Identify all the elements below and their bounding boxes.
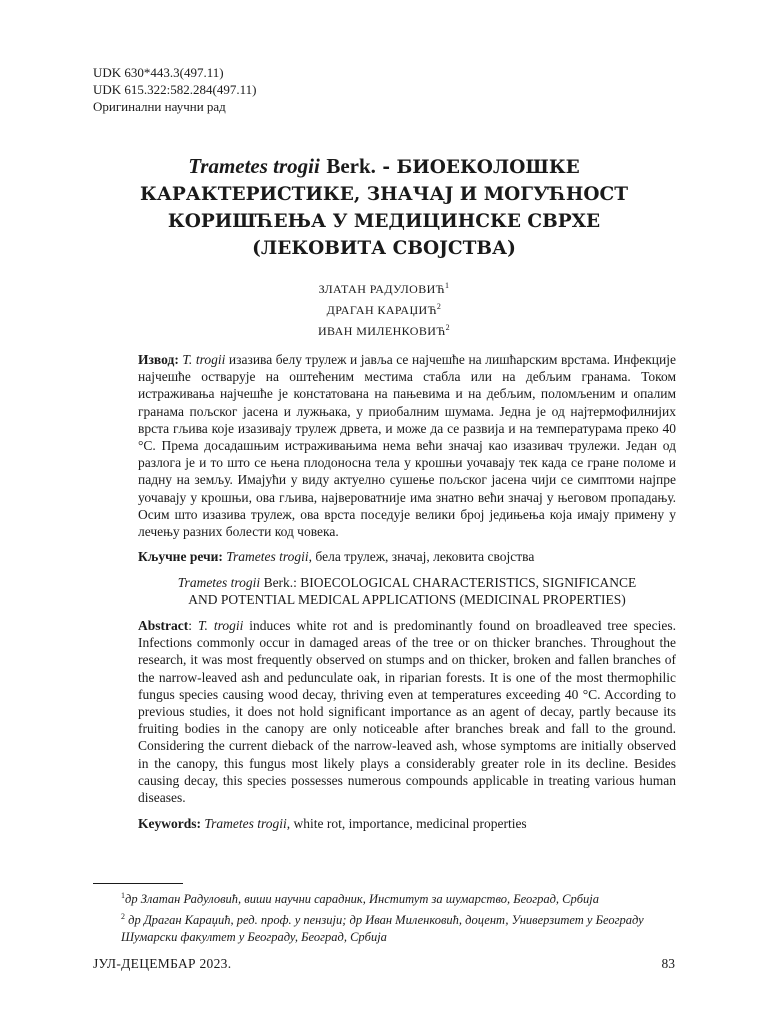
english-title-line-1: Trametes trogii Berk.: BIOECOLOGICAL CHARACTERISTICS, SIGNIFICANCE — [177, 575, 637, 590]
udk-code-1: UDK 630*443.3(497.11) — [93, 65, 224, 80]
paper-title — [100, 153, 668, 262]
abstract-english-label: Abstract — [138, 618, 189, 633]
abstract-serbian — [138, 351, 676, 540]
footnote-2: $^2$ др Драган Караџић, ред. проф. у пензији; др Иван Миленковић, доцент, Универзитет у Београду Шумарски факултет у Београду, Београд, Србија — [121, 912, 644, 945]
title-species: Trametes trogii — [188, 154, 320, 178]
author: ДРАГАН КАРАЏИЋ$^2$ — [326, 302, 442, 317]
author: ЗЛАТАН РАДУЛОВИЋ$^1$ — [318, 281, 450, 296]
title-line-3: КОРИШЋЕЊА У МЕДИЦИНСКЕ СВРХЕ — [167, 211, 601, 232]
title-line-2: КАРАКТЕРИСТИКЕ, ЗНАЧАЈ И МОГУЋНОСТ — [140, 184, 628, 205]
title-line-4: (ЛЕКОВИТА СВОЈСТВА) — [252, 238, 516, 259]
page-number: 83 — [661, 956, 675, 971]
abstract-serbian-label: Извод: — [138, 352, 179, 367]
keywords-serbian-species: Trametes trogii — [226, 549, 309, 564]
footnotes — [93, 887, 678, 946]
abstract-serbian-species: T. trogii — [182, 352, 226, 367]
keywords-english-rest: , white rot, importance, medicinal properties — [286, 816, 527, 831]
keywords-english-species: Trametes trogii — [204, 816, 287, 831]
keywords-serbian-rest: , бела трулеж, значај, лековита својства — [308, 549, 535, 564]
author-list — [200, 277, 568, 340]
english-title-line-2: AND POTENTIAL MEDICAL APPLICATIONS (MEDICINAL PROPERTIES) — [188, 592, 626, 607]
keywords-serbian-label: Кључне речи: — [138, 549, 223, 564]
issue-date: ЈУЛ-ДЕЦЕМБАР 2023. — [93, 956, 232, 971]
title-line-1-rest: - БИОЕКОЛОШКЕ — [375, 157, 580, 178]
footnote-1: $^1$др Златан Радуловић, виши научни сарадник, Институт за шумарство, Београд, Србија — [121, 891, 600, 907]
title-authority: Berk. — [326, 154, 376, 178]
abstract-english-text: induces white rot and is predominantly found on broadleaved tree species. Infections commonly occur in damaged areas of the tree or on thicker branches. Throughout the research, it was most frequently observed on stumps and on thicker, broken and fallen branches of the narrow-leaved ash and pedunculate oak, in riparian forests. It is one of the most thermophilic fungus species causing wood decay, thriving even at temperatures exceeding 40 °C. According to previous studies, it does not hold significant importance as an agent of decay, partly because its fruiting bodies in the canopy are only noticeable after branches break and fall to the ground. Considering the current dieback of the narrow-leaved ash, whose symptoms are initially observed in the canopy, this fungus most likely plays a considerably greater role in its decline. Besides causing decay, this species possesses numerous compounds applicable in treating various human diseases. — [138, 618, 676, 806]
title-line-1 — [100, 153, 668, 181]
abstract-english-species: T. trogii — [197, 618, 244, 633]
paper-type: Оригинални научни рад — [93, 99, 226, 114]
author: ИВАН МИЛЕНКОВИЋ$^2$ — [317, 323, 451, 338]
keywords-english-label: Keywords: — [138, 816, 201, 831]
keywords-english — [138, 815, 676, 832]
abstract-serbian-text: изазива белу трулеж и јавља се најчешће на лишћарским врстама. Инфекције најчешће остварује на оштећеним местима стабла или на дебљим гранама. Током истраживања најчешће је констатована на пањевима и на дебљим, поломљеним и опалим гранама пољског јасена и лужњака, у приобалним шумама. Једна је од најтермофилнијих врста гљива које изазивају трулеж дрвета, и може да се развија и на температурама преко 40 °C. Према досадашњим истраживањима нема већи значај као изазивач трулежи. Један од разлога је и то што се њена плодоносна тела у крошњи уочавају тек када се гране поломе и падну на земљу. Имајући у виду актуелно сушење пољског јасена чији се симптоми најпре уочавају у крошњи, ова гљива, највероватније има знатно већи значај у његовом пропадању. Осим што изазива трулеж, ова врста поседује велики број једињења која имају примену у лечењу разних болести код човека. — [138, 352, 677, 540]
udk-block — [93, 64, 256, 115]
english-title — [138, 574, 676, 608]
keywords-serbian — [138, 548, 676, 565]
abstract-english: Abstract: T. trogii induces white rot and is predominantly found on broadleaved tree species. Infections commonly occur in damaged areas of the tree or on thicker branches. Throughout the research, it was most frequently observed on stumps and on thicker, broken and fallen branches of the narrow-leaved ash and pedunculate oak, in riparian forests. It is one of the most thermophilic fungus species causing wood decay, thriving even at temperatures exceeding 40 °C. According to previous studies, it does not hold significant importance as an agent of decay, partly because its fruiting bodies in the canopy are only noticeable after branches break and fall to the ground. Considering the current dieback of the narrow-leaved ash, whose symptoms are initially observed in the canopy, this fungus most likely plays a considerably greater role in its decline. Besides causing decay, this species possesses numerous compounds applicable in treating various human diseases. — [138, 618, 676, 806]
udk-code-2: UDK 615.322:582.284(497.11) — [93, 82, 257, 97]
footnote-rule — [93, 883, 183, 884]
